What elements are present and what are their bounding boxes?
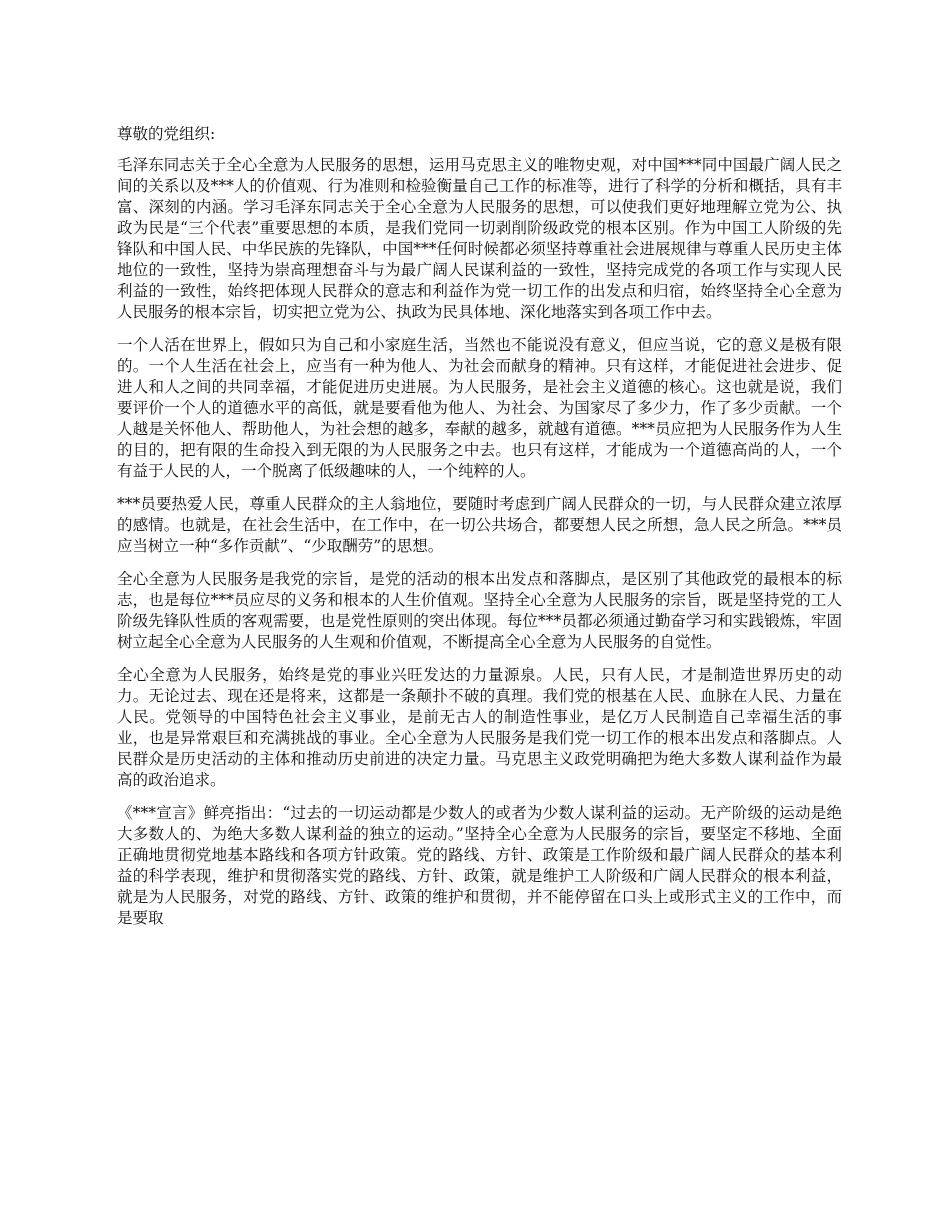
paragraph-1: 毛泽东同志关于全心全意为人民服务的思想，运用马克思主义的唯物史观，对中国***同中国最广阔人民之间的关系以及***人的价值观、行为准则和检验衡量自己工作的标准等，进行了科学的分析和概括，具有丰富、深刻的内涵。学习毛泽东同志关于全心全意为人民服务的思想，可以使我们更好地理解立党为公、执政为民是“三个代表”重要思想的本质，是我们党同一切剥削阶级政党的根本区别。作为中国工人阶级的先锋队和中国人民、中华民族的先锋队，中国***任何时候都必须坚持尊重社会进展规律与尊重人民历史主体地位的一致性，坚持为崇高理想奋斗与为最广阔人民谋利益的一致性，坚持完成党的各项工作与实现人民利益的一致性，始终把体现人民群众的意志和利益作为党一切工作的出发点和归宿，始终坚持全心全意为人民服务的根本宗旨，切实把立党为公、执政为民具体地、深化地落实到各项工作中去。 — [117, 156, 842, 321]
paragraph-3: ***员要热爱人民，尊重人民群众的主人翁地位，要随时考虑到广阔人民群众的一切，与人民群众建立浓厚的感情。也就是，在社会生活中，在工作中，在一切公共场合，都要想人民之所想，急人民之所急。***员应当树立一种“多作贡献”、“少取酬劳”的思想。 — [117, 495, 842, 555]
paragraph-5: 全心全意为人民服务，始终是党的事业兴旺发达的力量源泉。人民，只有人民，才是制造世界历史的动力。无论过去、现在还是将来，这都是一条颠扑不破的真理。我们党的根基在人民、血脉在人民、力量在人民。党领导的中国特色社会主义事业，是前无古人的制造性事业，是亿万人民制造自己幸福生活的事业，也是异常艰巨和充满挑战的事业。全心全意为人民服务是我们党一切工作的根本出发点和落脚点。人民群众是历史活动的主体和推动历史前进的决定力量。马克思主义政党明确把为绝大多数人谋利益作为最高的政治追求。 — [117, 666, 842, 789]
paragraph-6: 《***宣言》鲜亮指出：“过去的一切运动都是少数人的或者为少数人谋利益的运动。无产阶级的运动是绝大多数人的、为绝大多数人谋利益的独立的运动。”坚持全心全意为人民服务的宗旨，要坚定不移地、全面正确地贯彻党地基本路线和各项方针政策。党的路线、方针、政策是工作阶级和最广阔人民群众的基本利益的科学表现，维护和贯彻落实党的路线、方针、政策，就是维护工人阶级和广阔人民群众的根本利益，就是为人民服务，对党的路线、方针、政策的维护和贯彻，并不能停留在口头上或形式主义的工作中，而是要取 — [117, 804, 842, 927]
paragraph-4: 全心全意为人民服务是我党的宗旨，是党的活动的根本出发点和落脚点，是区别了其他政党的最根本的标志，也是每位***员应尽的义务和根本的人生价值观。坚持全心全意为人民服务的宗旨，既是坚持党的工人阶级先锋队性质的客观需要，也是党性原则的突出体现。每位***员都必须通过勤奋学习和实践锻炼，牢固树立起全心全意为人民服务的人生观和价值观，不断提高全心全意为人民服务的自觉性。 — [117, 570, 842, 651]
paragraph-2: 一个人活在世界上，假如只为自己和小家庭生活，当然也不能说没有意义，但应当说，它的意义是极有限的。一个人生活在社会上，应当有一种为他人、为社会而献身的精神。只有这样，才能促进社会进步、促进人和人之间的共同幸福，才能促进历史进展。为人民服务，是社会主义道德的核心。这也就是说，我们要评价一个人的道德水平的高低，就是要看他为他人、为社会、为国家尽了多少力，作了多少贡献。一个人越是关怀他人、帮助他人，为社会想的越多，奉献的越多，就越有道德。***员应把为人民服务作为人生的目的，把有限的生命投入到无限的为人民服务之中去。也只有这样，才能成为一个道德高尚的人，一个有益于人民的人，一个脱离了低级趣味的人，一个纯粹的人。 — [117, 336, 842, 480]
salutation: 尊敬的党组织: — [117, 125, 216, 143]
document-page — [117, 124, 842, 941]
